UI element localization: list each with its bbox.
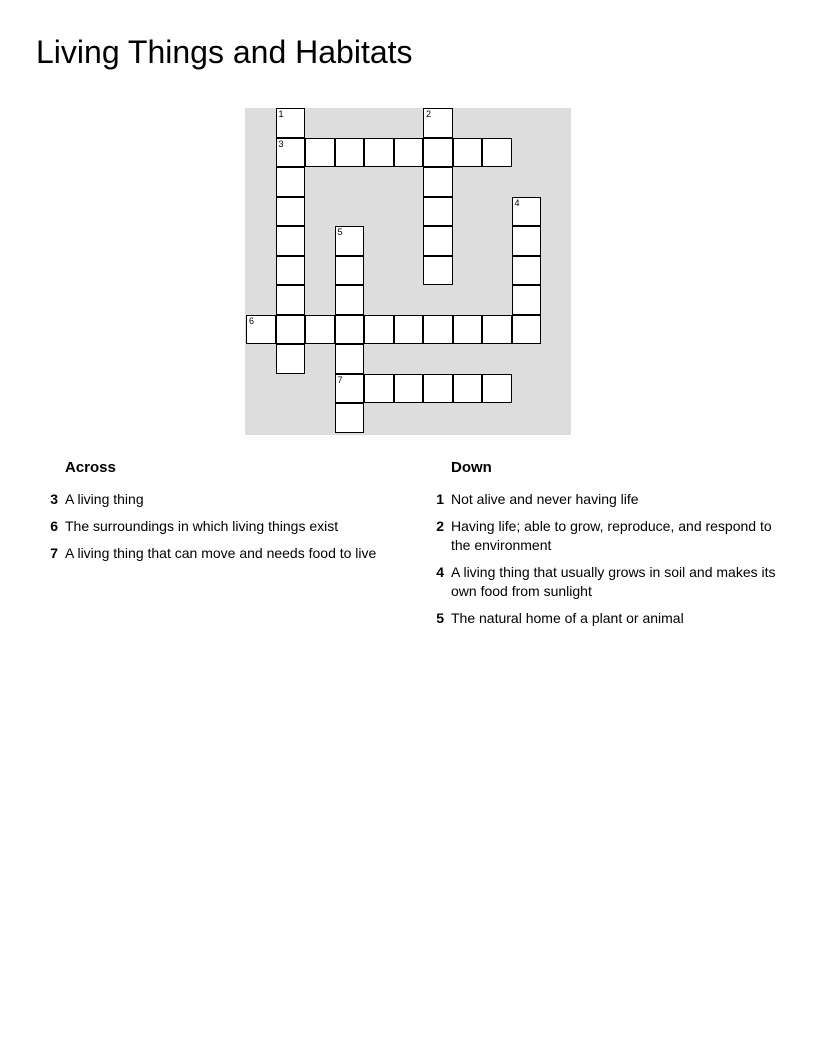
clue-item [426, 563, 778, 601]
clue-item-text: Not alive and never having life [451, 491, 639, 507]
clue-number: 7 [337, 374, 343, 385]
grid-cell[interactable] [482, 374, 512, 404]
clue-item-number: 7 [50, 545, 58, 561]
clue-item-number: 6 [50, 518, 58, 534]
grid-cell[interactable] [276, 167, 306, 197]
clue-number: 6 [249, 315, 255, 326]
grid-cell[interactable] [512, 256, 542, 286]
grid-cell[interactable] [394, 374, 424, 404]
down-heading: Down [451, 459, 492, 476]
across-clues [40, 458, 410, 571]
grid-cell[interactable] [482, 315, 512, 345]
clue-item-text: The natural home of a plant or animal [451, 610, 684, 626]
grid-cell[interactable] [335, 315, 365, 345]
grid-cell[interactable] [512, 197, 542, 227]
clue-item [40, 490, 410, 509]
grid-cell[interactable] [276, 108, 306, 138]
grid-cell[interactable] [335, 344, 365, 374]
across-clue-list [40, 490, 410, 563]
grid-cell[interactable] [335, 285, 365, 315]
grid-cell[interactable] [453, 315, 483, 345]
clue-item-number: 3 [50, 491, 58, 507]
clue-item [426, 517, 778, 555]
grid-cell[interactable] [423, 108, 453, 138]
grid-cell[interactable] [276, 315, 306, 345]
grid-cell[interactable] [246, 315, 276, 345]
grid-cell[interactable] [394, 315, 424, 345]
grid-cell[interactable] [423, 315, 453, 345]
clue-number: 3 [278, 138, 284, 149]
grid-cell[interactable] [423, 138, 453, 168]
crossword-grid [245, 108, 571, 435]
grid-cell[interactable] [512, 315, 542, 345]
clue-item [426, 609, 778, 628]
grid-cell[interactable] [276, 226, 306, 256]
grid-cell[interactable] [512, 226, 542, 256]
grid-cell[interactable] [423, 167, 453, 197]
clue-item [426, 490, 778, 509]
clue-item-text: A living thing that can move and needs food to live [65, 545, 377, 561]
grid-cell[interactable] [276, 256, 306, 286]
clue-item-text: The surroundings in which living things exist [65, 518, 339, 534]
grid-cell[interactable] [335, 138, 365, 168]
grid-cell[interactable] [423, 226, 453, 256]
clue-item-text: Having life; able to grow, reproduce, and respond to the environment [451, 518, 772, 553]
grid-cell[interactable] [335, 226, 365, 256]
grid-cell[interactable] [335, 403, 365, 433]
clue-item-number: 5 [436, 610, 444, 626]
grid-cell[interactable] [482, 138, 512, 168]
grid-cell[interactable] [512, 285, 542, 315]
clue-number: 2 [426, 109, 432, 119]
grid-cell[interactable] [276, 197, 306, 227]
grid-cell[interactable] [305, 315, 335, 345]
clue-number: 5 [337, 227, 343, 237]
clue-item [40, 517, 410, 536]
across-heading: Across [65, 459, 116, 476]
grid-cell[interactable] [364, 374, 394, 404]
grid-cell[interactable] [364, 138, 394, 168]
grid-cell[interactable] [364, 315, 394, 345]
grid-cell[interactable] [276, 138, 306, 168]
grid-cell[interactable] [394, 138, 424, 168]
page-title: Living Things and Habitats [36, 34, 413, 70]
grid-cell[interactable] [276, 285, 306, 315]
clue-item-text: A living thing [65, 491, 144, 507]
grid-cell[interactable] [335, 256, 365, 286]
grid-cell[interactable] [335, 374, 365, 404]
down-clue-list [426, 490, 778, 628]
clue-item-number: 4 [436, 564, 444, 580]
grid-cell[interactable] [423, 256, 453, 286]
clue-item-text: A living thing that usually grows in soil and makes its own food from sunlight [451, 564, 776, 599]
clue-item [40, 544, 410, 563]
grid-cell[interactable] [453, 138, 483, 168]
clue-number: 1 [278, 109, 284, 119]
clue-item-number: 1 [436, 491, 444, 507]
clue-number: 4 [514, 197, 520, 208]
clue-item-number: 2 [436, 518, 444, 534]
grid-cell[interactable] [423, 197, 453, 227]
grid-cell[interactable] [423, 374, 453, 404]
grid-cell[interactable] [453, 374, 483, 404]
grid-cell[interactable] [276, 344, 306, 374]
grid-cell[interactable] [305, 138, 335, 168]
down-clues [426, 458, 778, 636]
